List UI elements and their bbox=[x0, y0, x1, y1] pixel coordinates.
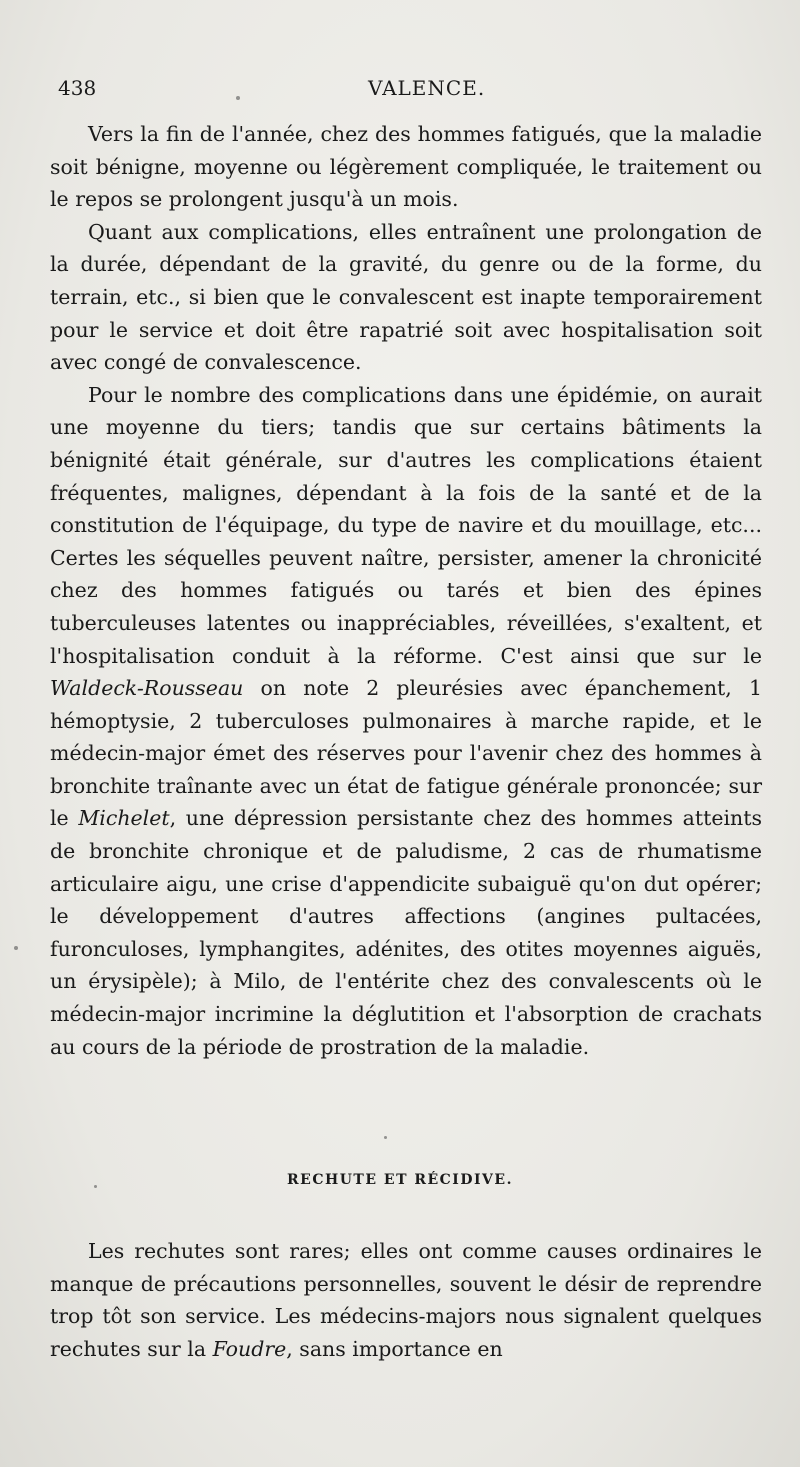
paragraph-3-text-a: Pour le nombre des complications dans une épidémie, on aurait une moyenne du tiers; tandis que sur certains bâtiments la bénignité était générale, sur d'autres les complications étaient fréquentes, malignes, dépendant à la fois de la santé et de la constitution de l'équipage, du type de navire et du mouillage, etc... Certes les séquelles peuvent naître, persister, amener la chronicité chez des hommes fatigués ou tarés et bien des épines tuberculeuses latentes ou inappréciables, réveillées, s'exaltent, et l'hospitalisation conduit à la réforme. C'est ainsi que sur le bbox=[50, 382, 762, 668]
page-number: 438 bbox=[58, 76, 97, 100]
page-header bbox=[58, 76, 758, 108]
ink-speck bbox=[384, 1136, 387, 1139]
ship-name-waldeck-rousseau: Waldeck-Rousseau bbox=[50, 676, 244, 701]
paragraph-2: Quant aux complications, elles entraînent une prolongation de la durée, dépendant de la gravité, du genre ou de la forme, du terrain, etc., si bien que le convalescent est inapte temporairement pour le service et doit être rapatrié soit avec hospitalisation soit avec congé de convalescence. bbox=[50, 219, 762, 375]
ink-speck bbox=[236, 96, 240, 100]
paragraph-1: Vers la fin de l'année, chez des hommes fatigués, que la maladie soit bénigne, moyenne ou légèrement compliquée, le traitement ou le repos se prolongent jusqu'à un mois. bbox=[50, 122, 762, 212]
paragraph-3 bbox=[50, 379, 762, 1063]
paragraph-4-text-b: , sans importance en bbox=[286, 1336, 503, 1361]
paragraph-4 bbox=[50, 1235, 762, 1365]
ink-speck bbox=[94, 1185, 97, 1188]
ink-speck bbox=[14, 946, 18, 950]
ship-name-foudre: Foudre bbox=[212, 1336, 287, 1361]
main-text bbox=[50, 118, 762, 1063]
running-title: VALENCE. bbox=[368, 76, 486, 100]
paragraph-3-text-b: on note 2 pleurésies avec épanchement, 1 hémoptysie, 2 tuberculoses pulmonaires à marche rapide, et le médecin-major émet des réserves pour l'avenir chez des hommes à bronchite traînante avec un état de fatigue générale prononcée; sur le bbox=[50, 676, 762, 831]
ship-name-michelet: Michelet bbox=[78, 806, 170, 831]
paragraph-3-text-c: , une dépression persistante chez des hommes atteints de bronchite chronique et de paludisme, 2 cas de rhumatisme articulaire aigu, une crise d'appendicite subaiguë qu'on dut opérer; le développement d'autres affections (angines pultacées, furonculoses, lymphangites, adénites, des otites moyennes aiguës, un érysipèle); à Milo, de l'entérite chez des convalescents où le médecin-major incrimine la déglutition et l'absorption de crachats au cours de la période de prostration de la maladie. bbox=[50, 806, 762, 1059]
section-text bbox=[50, 1235, 762, 1365]
section-heading: RECHUTE ET RÉCIDIVE. bbox=[287, 1172, 513, 1188]
paragraph-4-text-a: Les rechutes sont rares; elles ont comme causes ordinaires le manque de précautions personnelles, souvent le désir de reprendre trop tôt son service. Les médecins-majors nous signalent quelques rechutes sur la bbox=[50, 1239, 762, 1361]
